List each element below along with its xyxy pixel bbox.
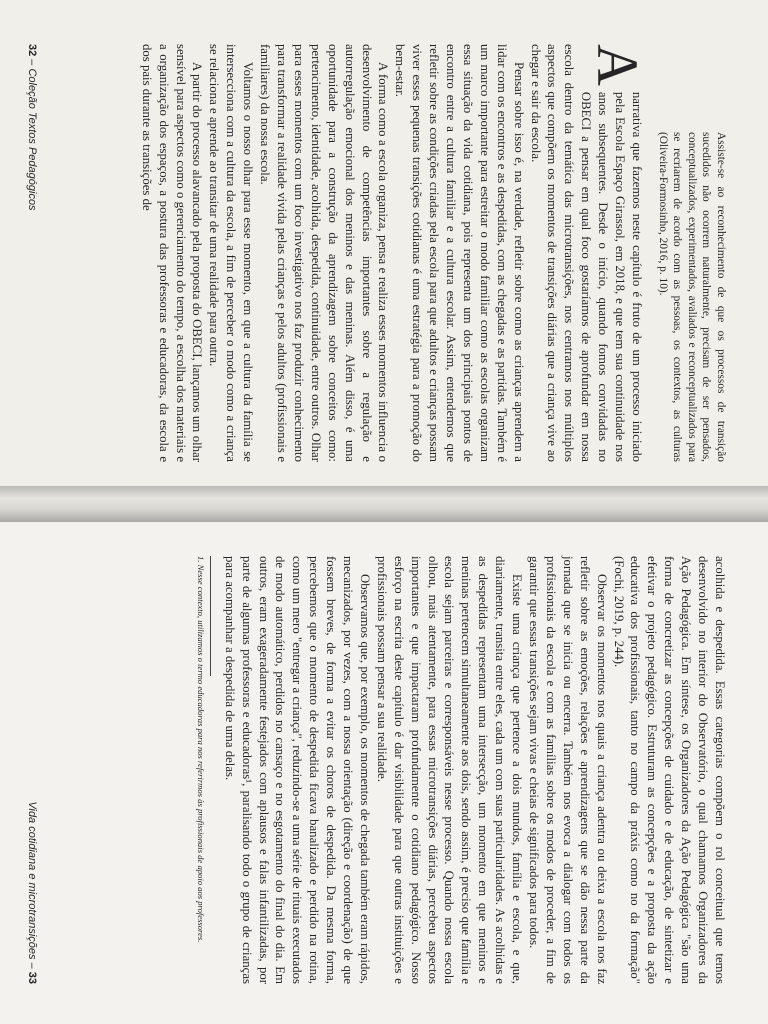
- paragraph-1-text: narrativa que fazemos neste capítulo é fruto de um processo iniciado pela Escola Espaço Girassol, em 2018, e que tem sua continuidade nos anos subsequentes. Desde o início, quando fomos convidadas no OBECI a pensar em qual foco gostaríamos de aprofundar em nossa escola dentro da temática das microtransições, nos centramos nos múltiplos aspectos que compõem os momentos de transições diárias que a criança vive ao chegar e sair da escola.: [528, 44, 645, 462]
- paragraph-9: Observamos que, por exemplo, os momentos de chegada também eram rápidos, mecanizados, por vezes, com a nossa orientação (direção e coordenação) de que fossem breves, de forma a evitar os choros de despedida. Da mesma forma, percebemos que o momento de despedida ficava banalizado e perdido na rotina, como um mero "entregar a criança", reduzindo-se a uma série de rituais executados de modo automático, perdidos no cansaço e no esgotamento do final do dia. Em outros, eram exageradamente festejados com aplausos e falas infantilizadas, por parte de algumas professoras e educadoras¹, paralisando todo o grupo de crianças para acompanhar a despedida de uma delas.: [222, 556, 372, 984]
- paragraph-1: [527, 44, 651, 462]
- chapter-title: Vida cotidiana e microtransições –: [26, 801, 38, 972]
- footnote: 1. Nesse contexto, utilizamos o termo educadoras para nos referirmos às profissionais de apoio aos professores.: [195, 556, 206, 943]
- left-page-footer: [26, 44, 38, 211]
- paragraph-3: A forma como a escola organiza, pensa e realiza esses momentos influencia o desenvolvimento de competências importantes sobre a regulação e autorregulação emocional dos meninos e das meninas. Além disso, é uma oportunidade para a construção da aprendizagem sobre conceitos como: pertencimento, identidade, acolhida, despedida, continuidade, entre outros. Olhar para esses momentos com um foco investigativo nos faz produzir conhecimento para transformar a realidade vivida pelas crianças e pelos adultos (profissionais e familiares) da nossa escola.: [258, 44, 391, 462]
- right-page: [0, 522, 768, 1024]
- page-number-left: 32: [26, 44, 38, 57]
- paragraph-6: acolhida e despedida. Essas categorias compõem o rol conceitual que temos desenvolvido no interior do Observatório, o qual chamamos Organizadores da Ação Pedagógica. Em síntese, os Organizadores da Ação Pedagógica "são uma forma de concretizar as concepções de cuidado e de educação, de sintetizar e efetivar o projeto pedagógico. Estruturam as concepções e a proposta da ação educativa dos profissionais, tanto no campo da práxis como no da formação" (Fochi, 2019, p. 244).: [611, 556, 727, 984]
- paragraph-2: Pensar sobre isso é, na verdade, refletir sobre como as crianças aprendem a lidar com os encontros e as despedidas, com as chegadas e as partidas. Também é um marco importante para estreitar o modo familiar como as escolas organizam essa situação da vida cotidiana, pois representa um dos principais pontos de encontro entre a cultura familiar e a cultura escolar. Assim, entendemos que refletir sobre as condições criadas pela escola para que adultos e crianças possam viver esses pequenas transições cotidianas é uma estratégia para a promoção do bem-estar.: [393, 44, 526, 462]
- epigraph-quote: Assiste-se ao reconhecimento de que os processos de transição sucedidos não ocorrem naturalmente, precisam de ser pensados, conceptualizados, experimentados, avaliados e reconceptualizados para se recriarem de acordo com as pessoas, os contextos, as culturas (Oliveira-Formosinho, 2016, p. 10).: [656, 132, 727, 462]
- paragraph-8: Existe uma criança que pertence a dois mundos, família e escola, e que, diariamente, transita entre eles, cada um com suas particularidades. As acolhidas e as despedidas representam uma intersecção, um momento em que meninos e meninas pertencem simultaneamente aos dois, sendo assim, é preciso que família e escola sejam parceiras e corresponsáveis nesse processo. Quando nossa escola olhou, mais atentamente, para essas microtransições diárias, percebeu aspectos importantes e que impactaram profundamente o cotidiano pedagógico. Nosso esforço na escrita deste capítulo é dar visibilidade para que outras instituições e profissionais possam pensar a sua realidade.: [374, 556, 525, 984]
- left-page: [0, 0, 768, 486]
- footnote-divider: [210, 556, 211, 676]
- collection-title: – Coleção Textos Pedagógicos: [26, 56, 38, 211]
- spacer: [645, 44, 655, 462]
- right-page-footer: [26, 801, 38, 984]
- paragraph-7: Observar os momentos nos quais a criança adentra ou deixa a escola nos faz refletir sobre as emoções, relações e aprendizagens que se dão nessa parte da jornada que se inicia ou encerra. Também nos evoca a dialogar com todos os profissionais da escola e com as famílias sobre os modos de proceder, a fim de garantir que essas transições sejam vivas e cheias de significados para todos.: [527, 556, 609, 984]
- paragraph-5: A partir do processo alavancado pela proposta do OBECI, lançamos um olhar sensível para aspectos como o gerenciamento do tempo, a escolha dos materiais e a organização dos espaços, a postura das professoras e educadoras, da escola e dos pais durante as transições de: [139, 44, 205, 462]
- page-number-right: 33: [26, 971, 38, 984]
- drop-cap: A: [585, 44, 651, 86]
- paragraph-4: Voltamos o nosso olhar para esse momento, em que a cultura da família se intersecciona com a cultura da escola, a fim de perceber o modo como a criança se relaciona e aprende ao transitar de uma realidade para outra.: [207, 44, 256, 462]
- book-gutter: [0, 486, 768, 522]
